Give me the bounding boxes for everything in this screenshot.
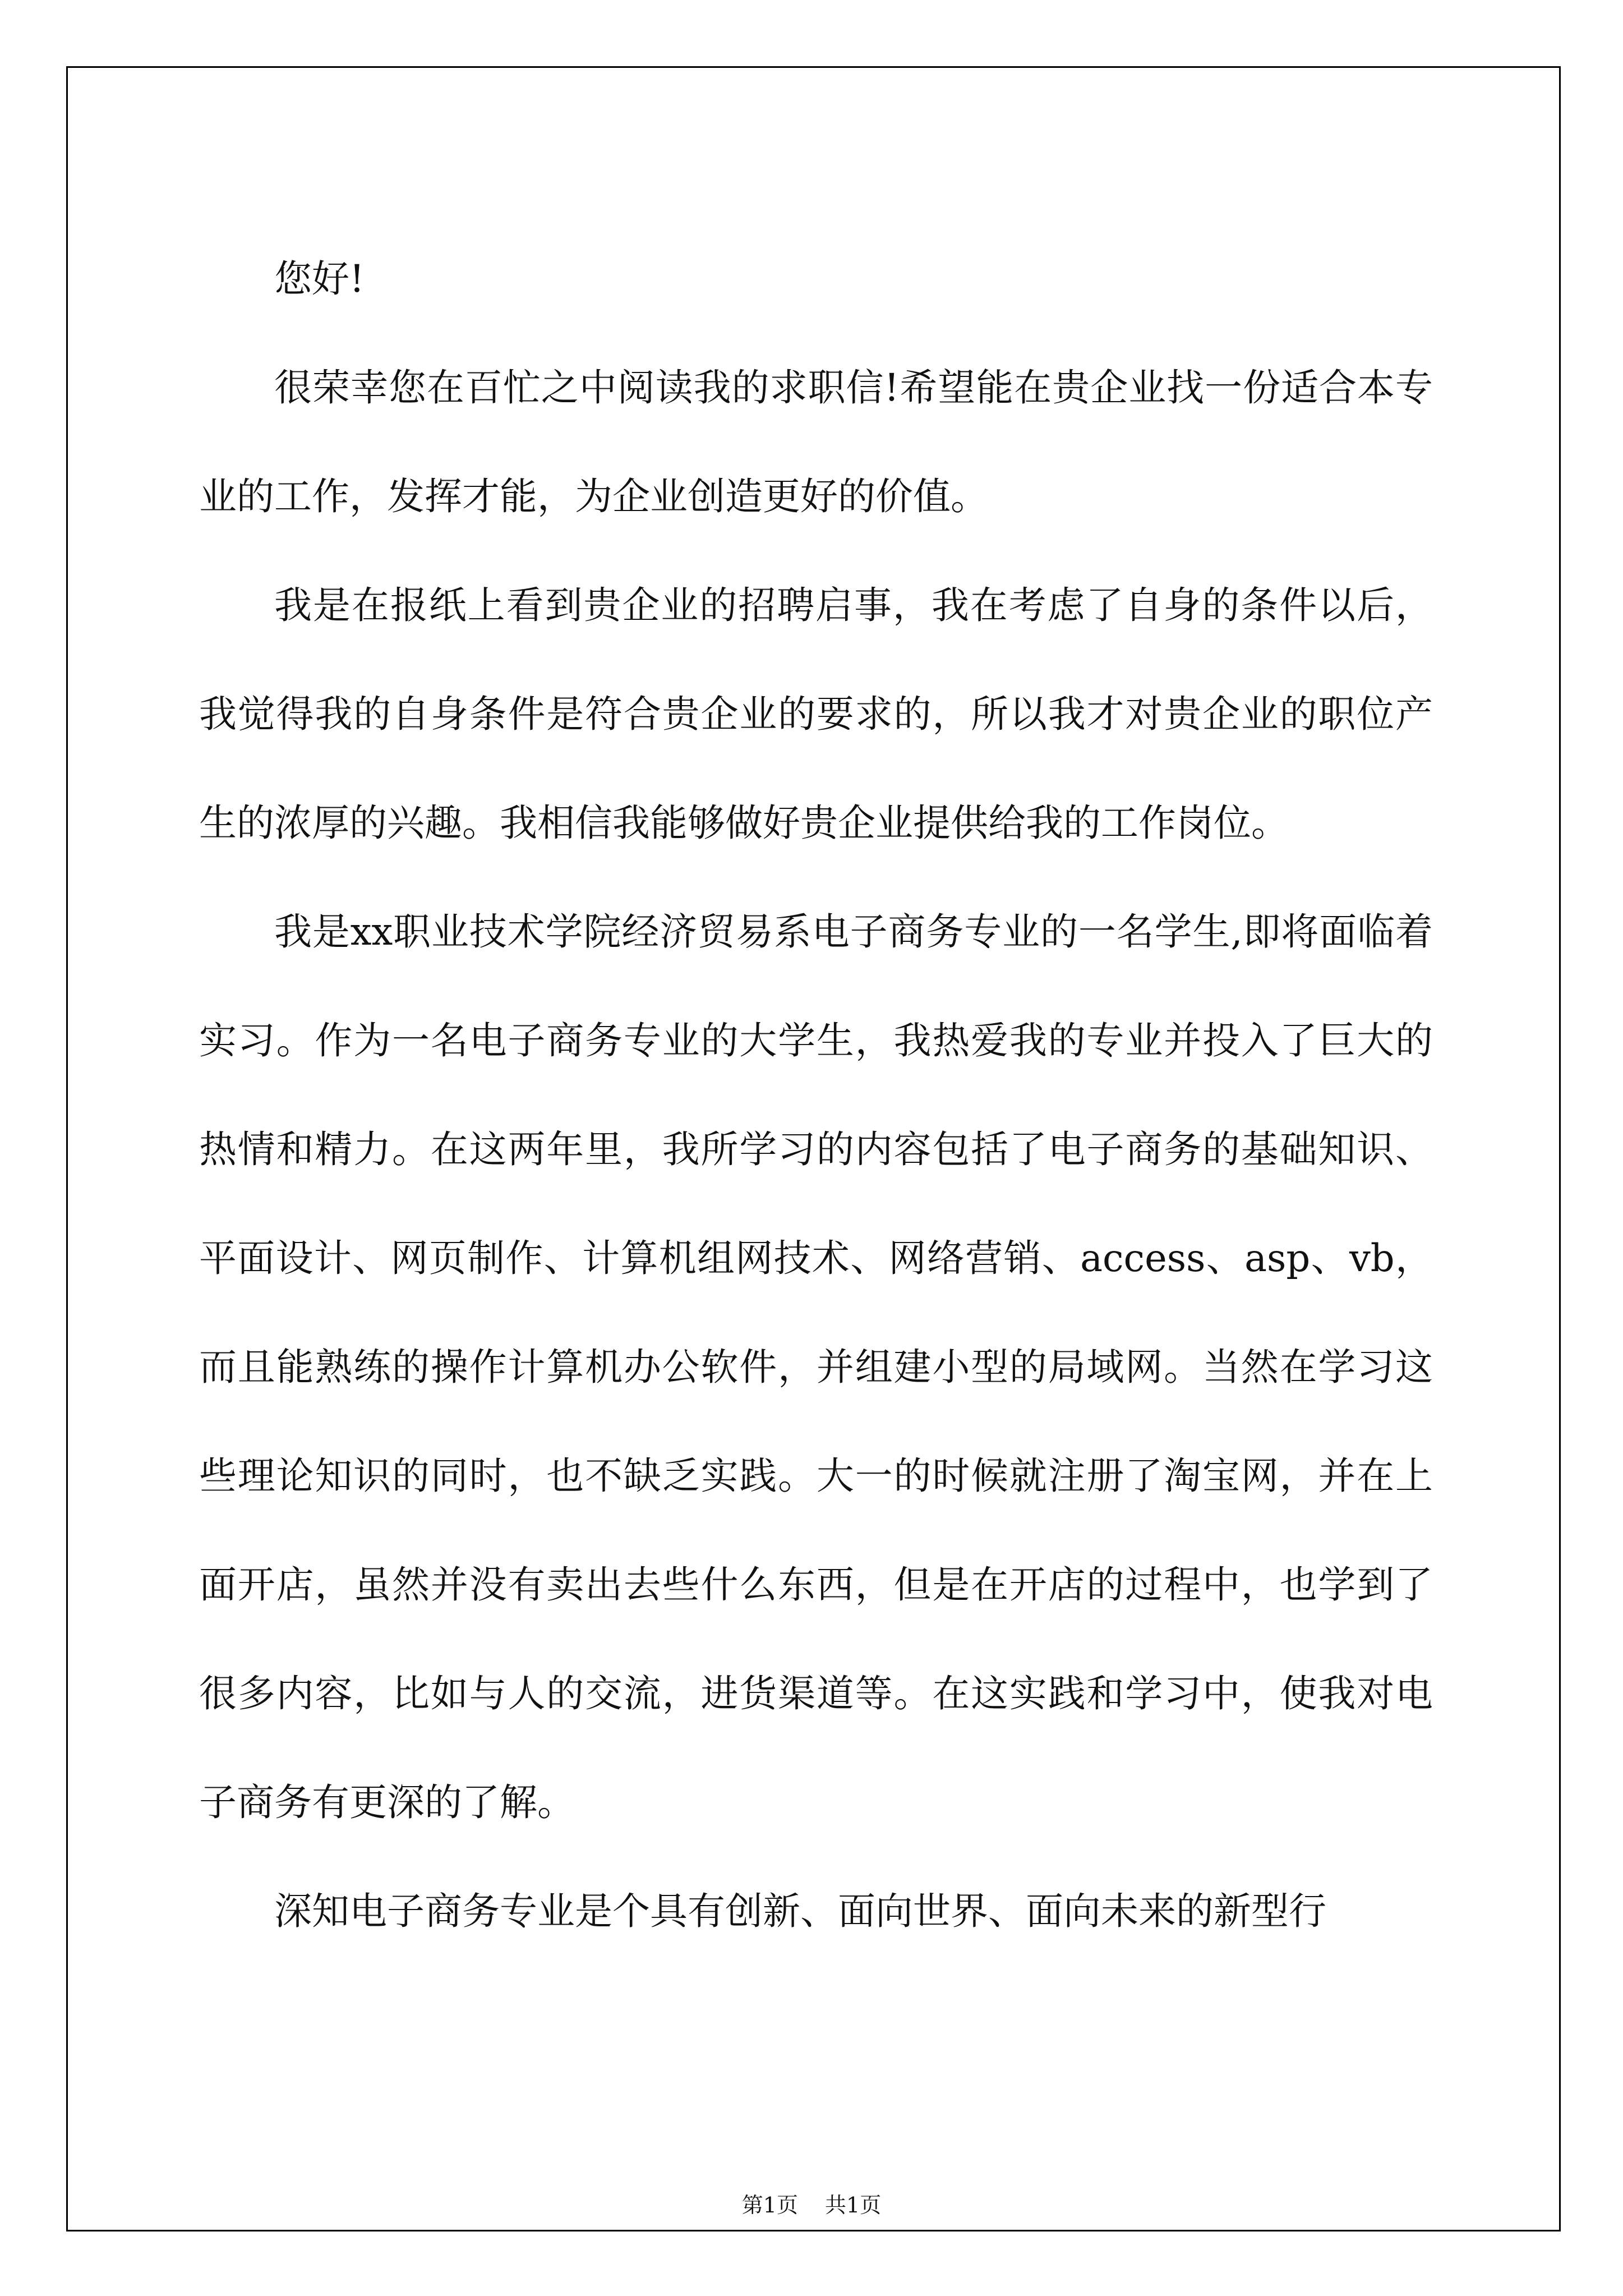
paragraph-background: 我是xx职业技术学院经济贸易系电子商务专业的一名学生,即将面临着实习。作为一名电子商务专业的大学生，我热爱我的专业并投入了巨大的热情和精力。在这两年里，我所学习的内容包括了电子商务的基础知识、平面设计、网页制作、计算机组网技术、网络营销、access、asp、vb，而且能熟练的操作计算机办公软件，并组建小型的局域网。当然在学习这些理论知识的同时，也不缺乏实践。大一的时候就注册了淘宝网，并在上面开店，虽然并没有卖出去些什么东西，但是在开店的过程中，也学到了很多内容，比如与人的交流，进货渠道等。在这实践和学习中，使我对电子商务有更深的了解。 — [199, 910, 1433, 1824]
page-footer — [0, 2188, 1623, 2219]
paragraph-closing: 深知电子商务专业是个具有创新、面向世界、面向未来的新型行 — [274, 1889, 1326, 1933]
page-number: 第1页 — [741, 2193, 798, 2217]
page-total: 共1页 — [825, 2193, 882, 2217]
greeting: 您好! — [274, 257, 365, 301]
letter-body — [199, 224, 1433, 1966]
paragraph-intro: 很荣幸您在百忙之中阅读我的求职信!希望能在贵企业找一份适合本专业的工作，发挥才能，为企业创造更好的价值。 — [199, 366, 1433, 518]
paragraph-motivation: 我是在报纸上看到贵企业的招聘启事，我在考虑了自身的条件以后，我觉得我的自身条件是符合贵企业的要求的，所以我才对贵企业的职位产生的浓厚的兴趣。我相信我能够做好贵企业提供给我的工作岗位。 — [199, 583, 1433, 845]
